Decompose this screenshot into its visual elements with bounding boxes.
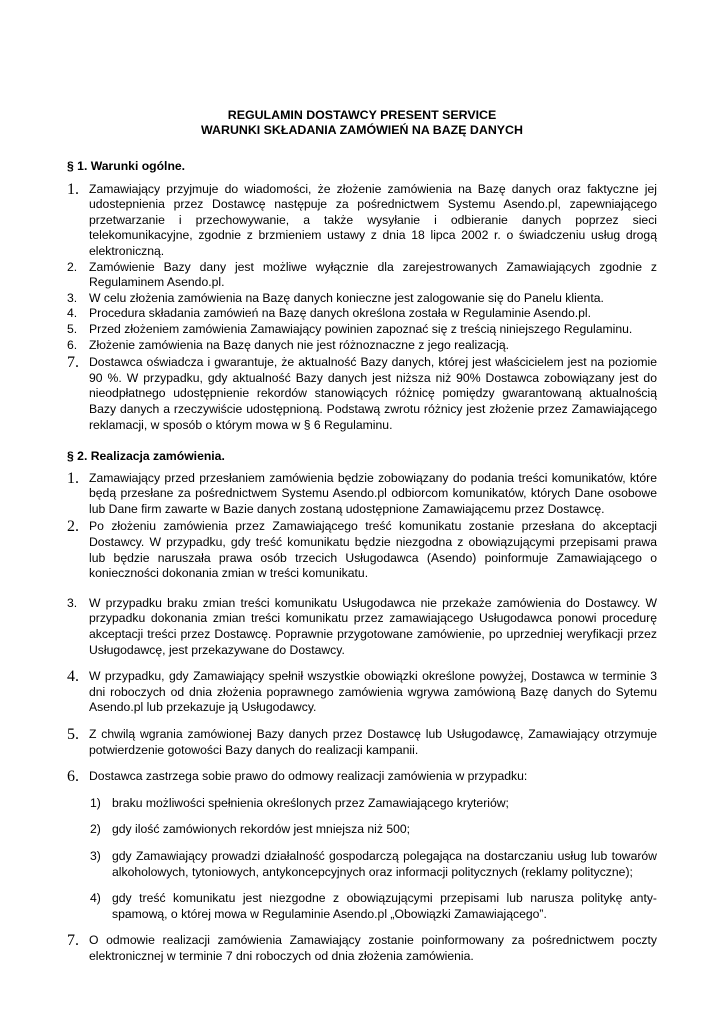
item-text: Po złożeniu zamówienia przez Zamawiającego treść komunikatu zostanie przesłana do akceptacji Dostawcy. W przypadku, gdy treść komunikatu będzie niezgodna z obowiązującymi przepisami prawa lub będzie naruszała prawa osób trzecich Usługodawca (Asendo) poinformuje Zamawiającego o konieczności dokonania zmian w treści komunikatu. xyxy=(89,519,657,581)
list-item xyxy=(67,306,657,322)
item-number: 6. xyxy=(67,768,79,786)
sub-item-number: 3) xyxy=(90,848,101,863)
item-text: Dostawca oświadcza i gwarantuje, że aktualność Bazy danych, której jest właścicielem jest na poziomie 90 %. W przypadku, gdy aktualność Bazy danych jest niższa niż 90% Dostawca zobowiązany jest do nieodpłatnego udostępnienie rekordów stanowiących różnicę pomiędzy gwarantowaną aktualnością Bazy danych a rzeczywiście udostępnioną. Podstawą zwrotu różnicy jest złożenie przez Zamawiającego reklamacji, w sposób o którym mowa w § 6 Regulaminu. xyxy=(89,355,657,432)
item-text: W przypadku, gdy Zamawiający spełnił wszystkie obowiązki określone powyżej, Dostawca w terminie 3 dni roboczych od dnia złożenia poprawnego zamówienia wgrywa zamówioną Bazę danych do Sytemu Asendo.pl lub przekazuje ją Usługodawcy. xyxy=(89,669,657,715)
item-text: Z chwilą wgrania zamówionej Bazy danych przez Dostawcę lub Usługodawcę, Zamawiający otrzymuje potwierdzenie gotowości Bazy danych do realizacji kampanii. xyxy=(89,727,657,757)
sub-list-item xyxy=(67,796,657,812)
item-number: 4. xyxy=(67,306,78,321)
sub-item-text: gdy treść komunikatu jest niezgodne z obowiązującymi przepisami lub narusza politykę anty-spamową, o której mowa w Regulaminie Asendo.pl „Obowiązki Zamawiającego”. xyxy=(112,891,657,921)
item-number: 1. xyxy=(67,469,79,487)
list-item xyxy=(67,933,657,964)
sub-item-text: gdy Zamawiający prowadzi działalność gospodarczą polegająca na dostarczaniu usług lub towarów alkoholowych, tytoniowych, antykoncepcyjnych oraz informacji politycznych (reklamy polityczne); xyxy=(112,848,657,879)
document-subtitle: WARUNKI SKŁADANIA ZAMÓWIEŃ NA BAZĘ DANYCH xyxy=(201,123,523,137)
list-item xyxy=(67,669,657,716)
list-item xyxy=(67,338,657,354)
sub-item-number: 4) xyxy=(90,891,101,906)
list-item xyxy=(67,182,657,260)
sub-item-text: gdy ilość zamówionych rekordów jest mniejsza niż 500; xyxy=(112,822,411,837)
item-text: Złożenie zamówienia na Bazę danych nie jest różnoznaczne z jego realizacją. xyxy=(89,337,510,352)
sub-item-text: braku możliwości spełnienia określonych przez Zamawiającego kryteriów; xyxy=(112,795,509,810)
item-text: Zamawiający przed przesłaniem zamówienia będzie zobowiązany do podania treści komunikatów, które będą przesłane za pośrednictwem Systemu Asendo.pl odbiorcom komunikatów, których Dane osobowe lub Dane firm zawarte w Bazie danych zostaną udostępnione Zamawiającemu przez Dostawcę. xyxy=(89,470,657,516)
item-text: Zamówienie Bazy dany jest możliwe wyłącznie dla zarejestrowanych Zamawiających zgodnie z Regulaminem Asendo.pl. xyxy=(89,259,657,290)
section-1-heading: § 1. Warunki ogólne. xyxy=(67,159,186,173)
item-number: 5. xyxy=(67,321,78,336)
item-number: 1. xyxy=(67,180,79,198)
sub-list-item xyxy=(67,891,657,922)
list-item xyxy=(67,596,657,658)
item-number: 5. xyxy=(67,726,79,743)
item-number: 6. xyxy=(67,337,78,352)
section-2-heading: § 2. Realizacja zamówienia. xyxy=(67,449,225,464)
item-number: 7. xyxy=(67,932,79,950)
item-number: 7. xyxy=(67,354,79,372)
item-number: 3. xyxy=(67,290,78,305)
item-number: 4. xyxy=(67,668,79,686)
sub-list-item xyxy=(67,849,657,880)
sub-list-item xyxy=(67,822,657,838)
item-text: Dostawca zastrzega sobie prawo do odmowy realizacji zamówienia w przypadku: xyxy=(89,769,528,784)
item-number: 3. xyxy=(67,595,78,610)
list-item xyxy=(67,260,657,291)
item-text: W celu złożenia zamówienia na Bazę danych konieczne jest zalogowanie się do Panelu klienta. xyxy=(89,290,604,305)
item-text: Zamawiający przyjmuje do wiadomości, że złożenie zamówienia na Bazę danych oraz faktyczne jej udostepnienia przez Dostawcę następuje za pośrednictwem Systemu Asendo.pl, zapewniającego przetwarzanie i przechowywanie, a także wysyłanie i odbieranie danych poprzez sieci telekomunikacyjne, zgodnie z brzmieniem ustawy z dnia 18 lipca 2002 r. o świadczeniu usług drogą elektroniczną. xyxy=(89,181,657,258)
item-text: Procedura składania zamówień na Bazę danych określona została w Regulaminie Asendo.pl. xyxy=(89,306,592,321)
item-text: O odmowie realizacji zamówienia Zamawiający zostanie poinformowany za pośrednictwem poczty elektronicznej w terminie 7 dni roboczych od dnia złożenia zamówienia. xyxy=(89,933,657,963)
list-item xyxy=(67,769,657,785)
item-number: 2. xyxy=(67,259,78,274)
list-item xyxy=(67,727,657,758)
list-item xyxy=(67,291,657,307)
document-page xyxy=(67,108,657,965)
document-title: REGULAMIN DOSTAWCY PRESENT SERVICE xyxy=(227,108,497,122)
list-item xyxy=(67,355,657,433)
item-text: Przed złożeniem zamówienia Zamawiający powinien zapoznać się z treścią niniejszego Regulaminu. xyxy=(89,321,633,336)
list-item xyxy=(67,519,657,581)
item-text: W przypadku braku zmian treści komunikatu Usługodawca nie przekaże zamówienia do Dostawcy. W przypadku dokonania zmian treści komunikatu przez zamawiającego Usługodawca ponowi procedurę akceptacji treści przez Dostawcę. Poprawnie przygotowane zamówienie, po uprzedniej weryfikacji przez Usługodawcę, jest przekazywane do Dostawcy. xyxy=(89,595,657,657)
item-number: 2. xyxy=(67,518,79,536)
sub-item-number: 1) xyxy=(90,795,101,810)
list-item xyxy=(67,471,657,518)
list-item xyxy=(67,322,657,338)
sub-item-number: 2) xyxy=(90,822,101,837)
